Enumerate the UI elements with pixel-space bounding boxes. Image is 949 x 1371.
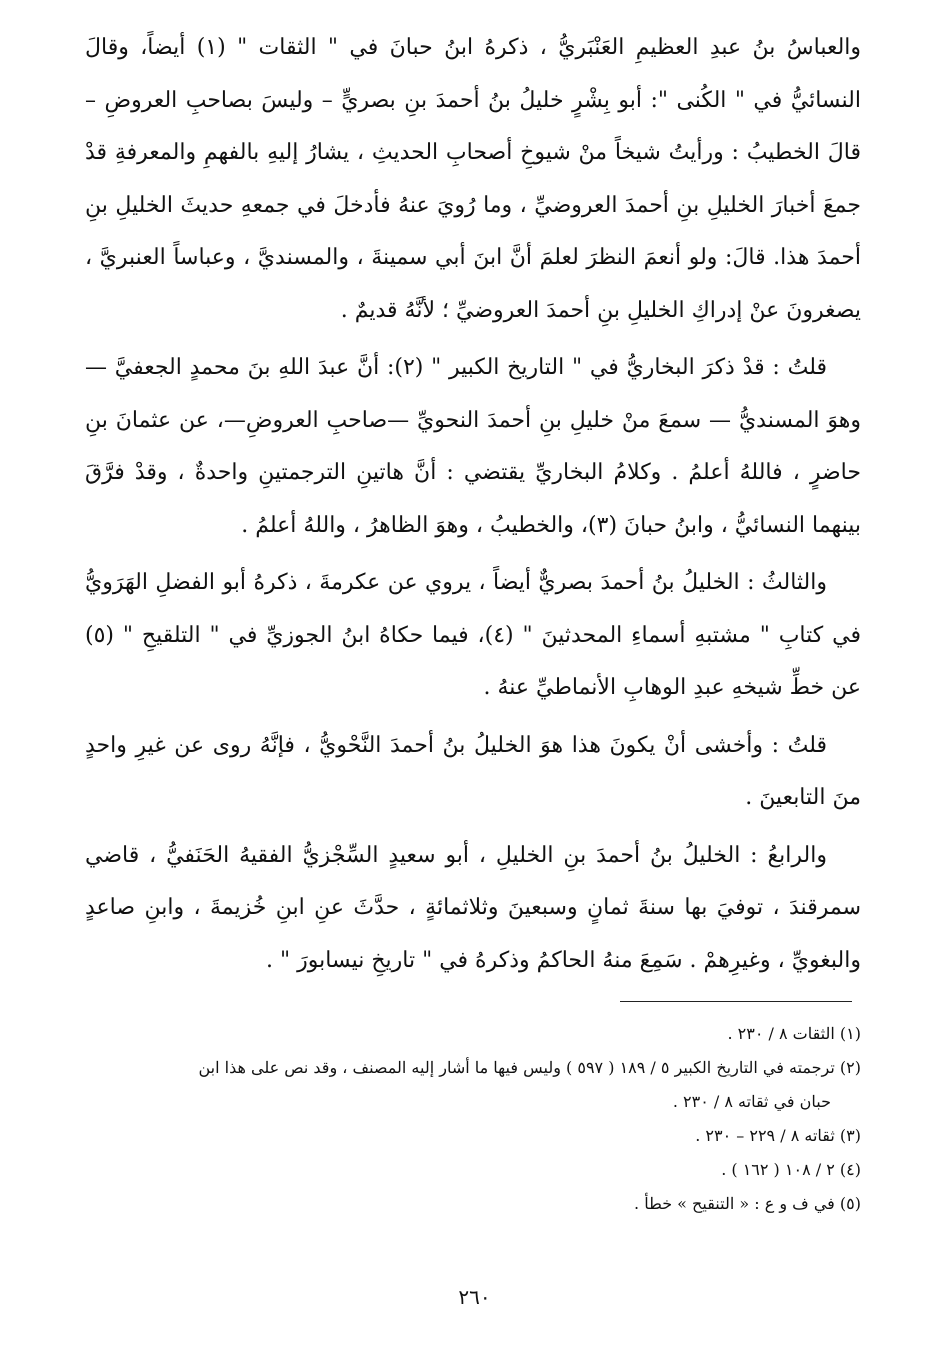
main-text <box>85 22 861 987</box>
footnote-divider <box>620 1001 852 1002</box>
footnote-5: (٥) في ف و ع : « التنقيح » خطأ . <box>634 1194 861 1213</box>
footnote-4: (٤) ٢ / ١٠٨ ( ١٦٢ ) . <box>721 1160 861 1179</box>
footnote-1: (١) الثقات ٨ / ٢٣٠ . <box>727 1024 861 1043</box>
footnote-2-continuation: حبان في ثقاته ٨ / ٢٣٠ . <box>672 1092 831 1111</box>
paragraph-1: والعباسُ بنُ عبدِ العظيمِ العَنْبَريُّ ، ذكرهُ ابنُ حبانَ في " الثقات " (١) أيضاً، وقالَ النسائيُّ في " الكُنى ": أبو بِشْرٍ خليلُ بنُ أحمدَ بنِ بصريٍّ – وليسَ بصاحبِ العروضِ – قالَ الخطيبُ : ورأيتُ شيخاً منْ شيوخِ أصحابِ الحديثِ ، يشارُ إليهِ بالفهمِ والمعرفةِ قدْ جمعَ أخبارَ الخليلِ بنِ أحمدَ العروضيِّ ، وما رُويَ عنهُ فأدخلَ في جمعهِ حديثَ الخليلِ بنِ أحمدَ هذا. قالَ: ولو أنعمَ النظرَ لعلمَ أنَّ ابنَ أبي سمينةَ ، والمسنديَّ ، وعباساً العنبريَّ ، يصغرونَ عنْ إدراكِ الخليلِ بنِ أحمدَ العروضيِّ ؛ لأنَّهُ قديمٌ . <box>85 35 862 323</box>
footnote-2: (٢) ترجمته في التاريخ الكبير ٥ / ١٨٩ ( ٥٩٧ ) وليس فيها ما أشار إليه المصنف ، وقد نص على هذا ابن <box>198 1058 861 1077</box>
paragraph-3: والثالثُ : الخليلُ بنُ أحمدَ بصريٌّ أيضاً ، يروي عن عكرمةَ ، ذكرهُ أبو الفضلِ الهَرَويُّ في كتابِ " مشتبهِ أسماءِ المحدثينَ " (٤)، فيما حكاهُ ابنُ الجوزيِّ في " التلقيحِ " (٥) عن خطِّ شيخهِ عبدِ الوهابِ الأنماطيِّ عنهُ . <box>85 570 861 700</box>
paragraph-2: قلتُ : قدْ ذكرَ البخاريُّ في " التاريخ الكبير " (٢): أنَّ عبدَ اللهِ بنَ محمدٍ الجعفيَّ — وهوَ المسنديُّ — سمعَ منْ خليلِ بنِ أحمدَ النحويِّ —صاحبِ العروضِ—، عن عثمانَ بنِ حاضرٍ ، فاللهُ أعلمُ . وكلامُ البخاريِّ يقتضي : أنَّ هاتينِ الترجمتينِ واحدةٌ ، وقدْ فرَّقَ بينهما النسائيُّ ، وابنُ حبانَ (٣)، والخطيبُ ، وهوَ الظاهرُ ، واللهُ أعلمُ . <box>85 355 861 538</box>
footnote-3: (٣) ثقاته ٨ / ٢٢٩ – ٢٣٠ . <box>695 1126 861 1145</box>
paragraph-5: والرابعُ : الخليلُ بنُ أحمدَ بنِ الخليلِ ، أبو سعيدٍ السِّجْزيُّ الفقيهُ الحَنَفيُّ ، قاضي سمرقندَ ، توفيَ بها سنةَ ثمانٍ وسبعينَ وثلاثمائةٍ ، حدَّثَ عنِ ابنِ خُزيمةَ ، وابنِ صاعدٍ والبغويِّ ، وغيرِهمْ . سَمِعَ منهُ الحاكمُ وذكرهُ في " تاريخِ نيسابورَ " . <box>85 842 861 973</box>
paragraph-4: قلتُ : وأخشى أنْ يكونَ هذا هوَ الخليلُ بنُ أحمدَ النَّحْويُّ ، فإنَّهُ روى عن غيرِ واحدٍ منَ التابعينَ . <box>85 732 861 810</box>
footnotes <box>85 1017 861 1221</box>
page-number: ٢٦٠ <box>458 1285 491 1309</box>
